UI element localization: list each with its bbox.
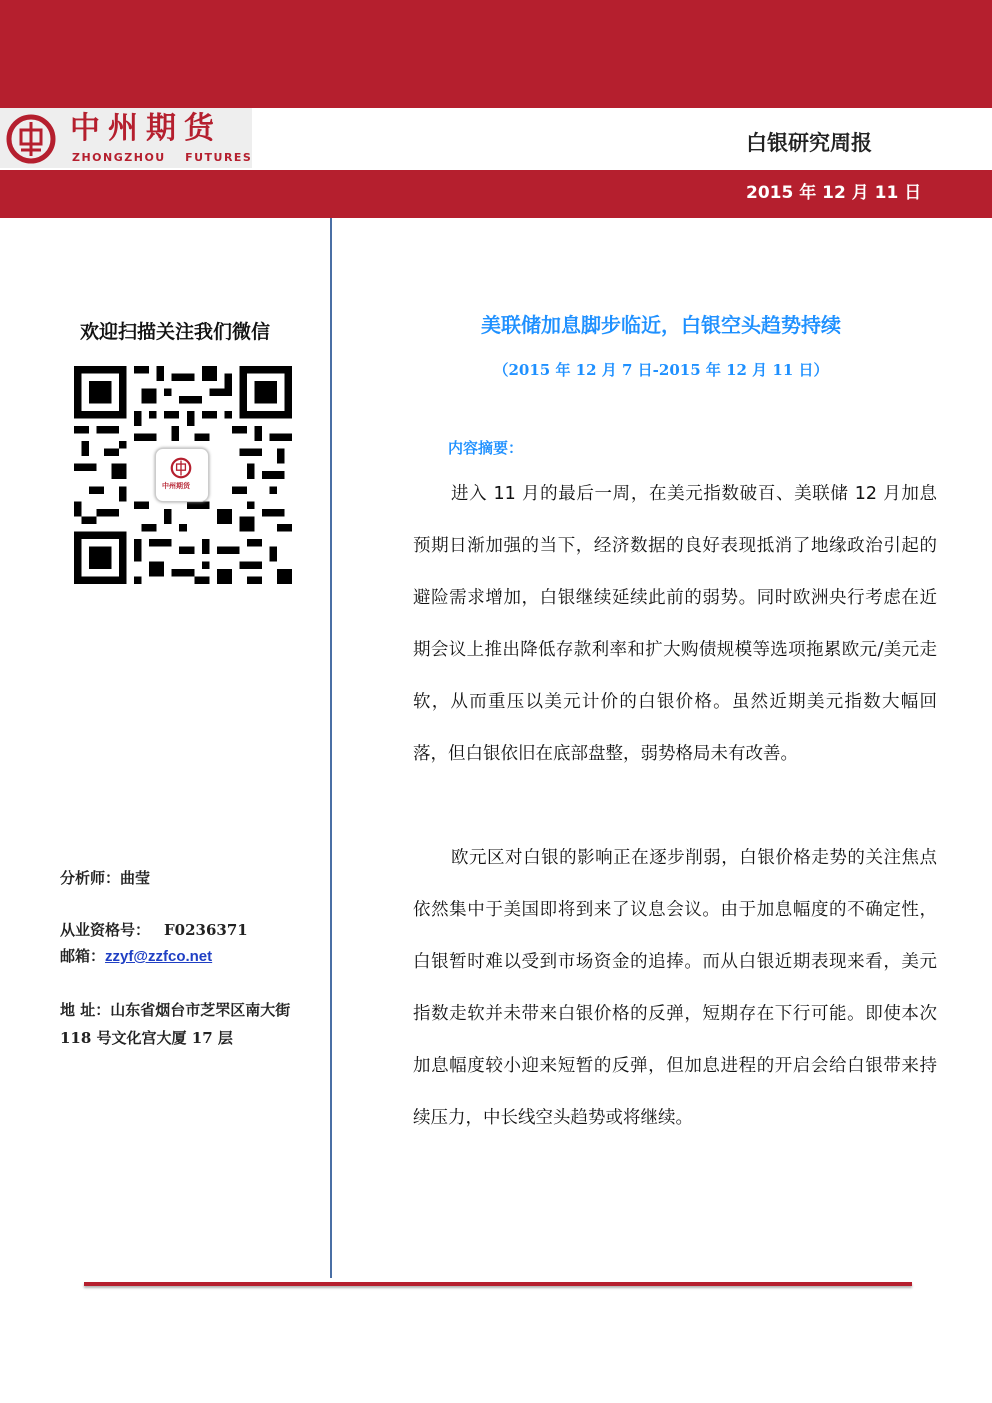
logo-row <box>0 108 992 170</box>
report-type: 白银研究周报 <box>746 131 872 155</box>
date-band <box>0 170 992 218</box>
company-logo <box>0 108 252 168</box>
analyst-name: 分析师：曲莹 <box>60 869 151 887</box>
summary-label: 内容摘要： <box>448 439 524 457</box>
email-line <box>60 946 212 967</box>
header-top-band <box>0 0 992 108</box>
coin-logo-icon <box>6 114 56 164</box>
logo-chinese-name: 中州期货 <box>70 111 222 146</box>
qr-center-text: 中州期货 <box>162 482 190 490</box>
article-paragraph-1: 进入 11 月的最后一周，在美元指数破百、美联储 12 月加息预期日渐加强的当下，经济数据的良好表现抵消了地缘政治引起的避险需求增加，白银继续延续此前的弱势。同时欧洲央行考虑在近期会议上推出降低存款利率和扩大购债规模等选项拖累欧元/美元走软，从而重压以美元计价的白银价格。虽然近期美元指数大幅回落，但白银依旧在底部盘整，弱势格局未有改善。 <box>413 484 937 764</box>
license-number: F0236371 <box>164 921 248 939</box>
email-link[interactable]: zzyf@zzfco.net <box>105 948 213 965</box>
wechat-follow-label: 欢迎扫描关注我们微信 <box>80 321 271 343</box>
license-label: 从业资格号： <box>60 921 151 939</box>
license-line <box>60 920 248 940</box>
qr-center-logo <box>155 448 209 502</box>
article-paragraph-2: 欧元区对白银的影响正在逐步削弱，白银价格走势的关注焦点依然集中于美国即将到来了议息会议。由于加息幅度的不确定性，白银暂时难以受到市场资金的追捧。而从白银近期表现来看，美元指数走软并未带来白银价格的反弹，短期存在下行可能。即使本次加息幅度较小迎来短暂的反弹，但加息进程的开启会给白银带来持续压力，中长线空头趋势或将继续。 <box>413 848 937 1128</box>
report-date: 2015 年 12 月 11 日 <box>746 183 922 203</box>
footer-rule <box>84 1282 912 1286</box>
coin-logo-icon <box>170 457 192 479</box>
logo-english-name: ZHONGZHOU FUTURES <box>72 151 253 164</box>
article-date-range: （2015 年 12 月 7 日-2015 年 12 月 11 日） <box>493 361 829 379</box>
article-title: 美联储加息脚步临近，白银空头趋势持续 <box>481 313 841 337</box>
address: 地 址：山东省烟台市芝罘区南大街 118 号文化宫大厦 17 层 <box>60 1001 291 1047</box>
email-label: 邮箱： <box>60 947 106 965</box>
